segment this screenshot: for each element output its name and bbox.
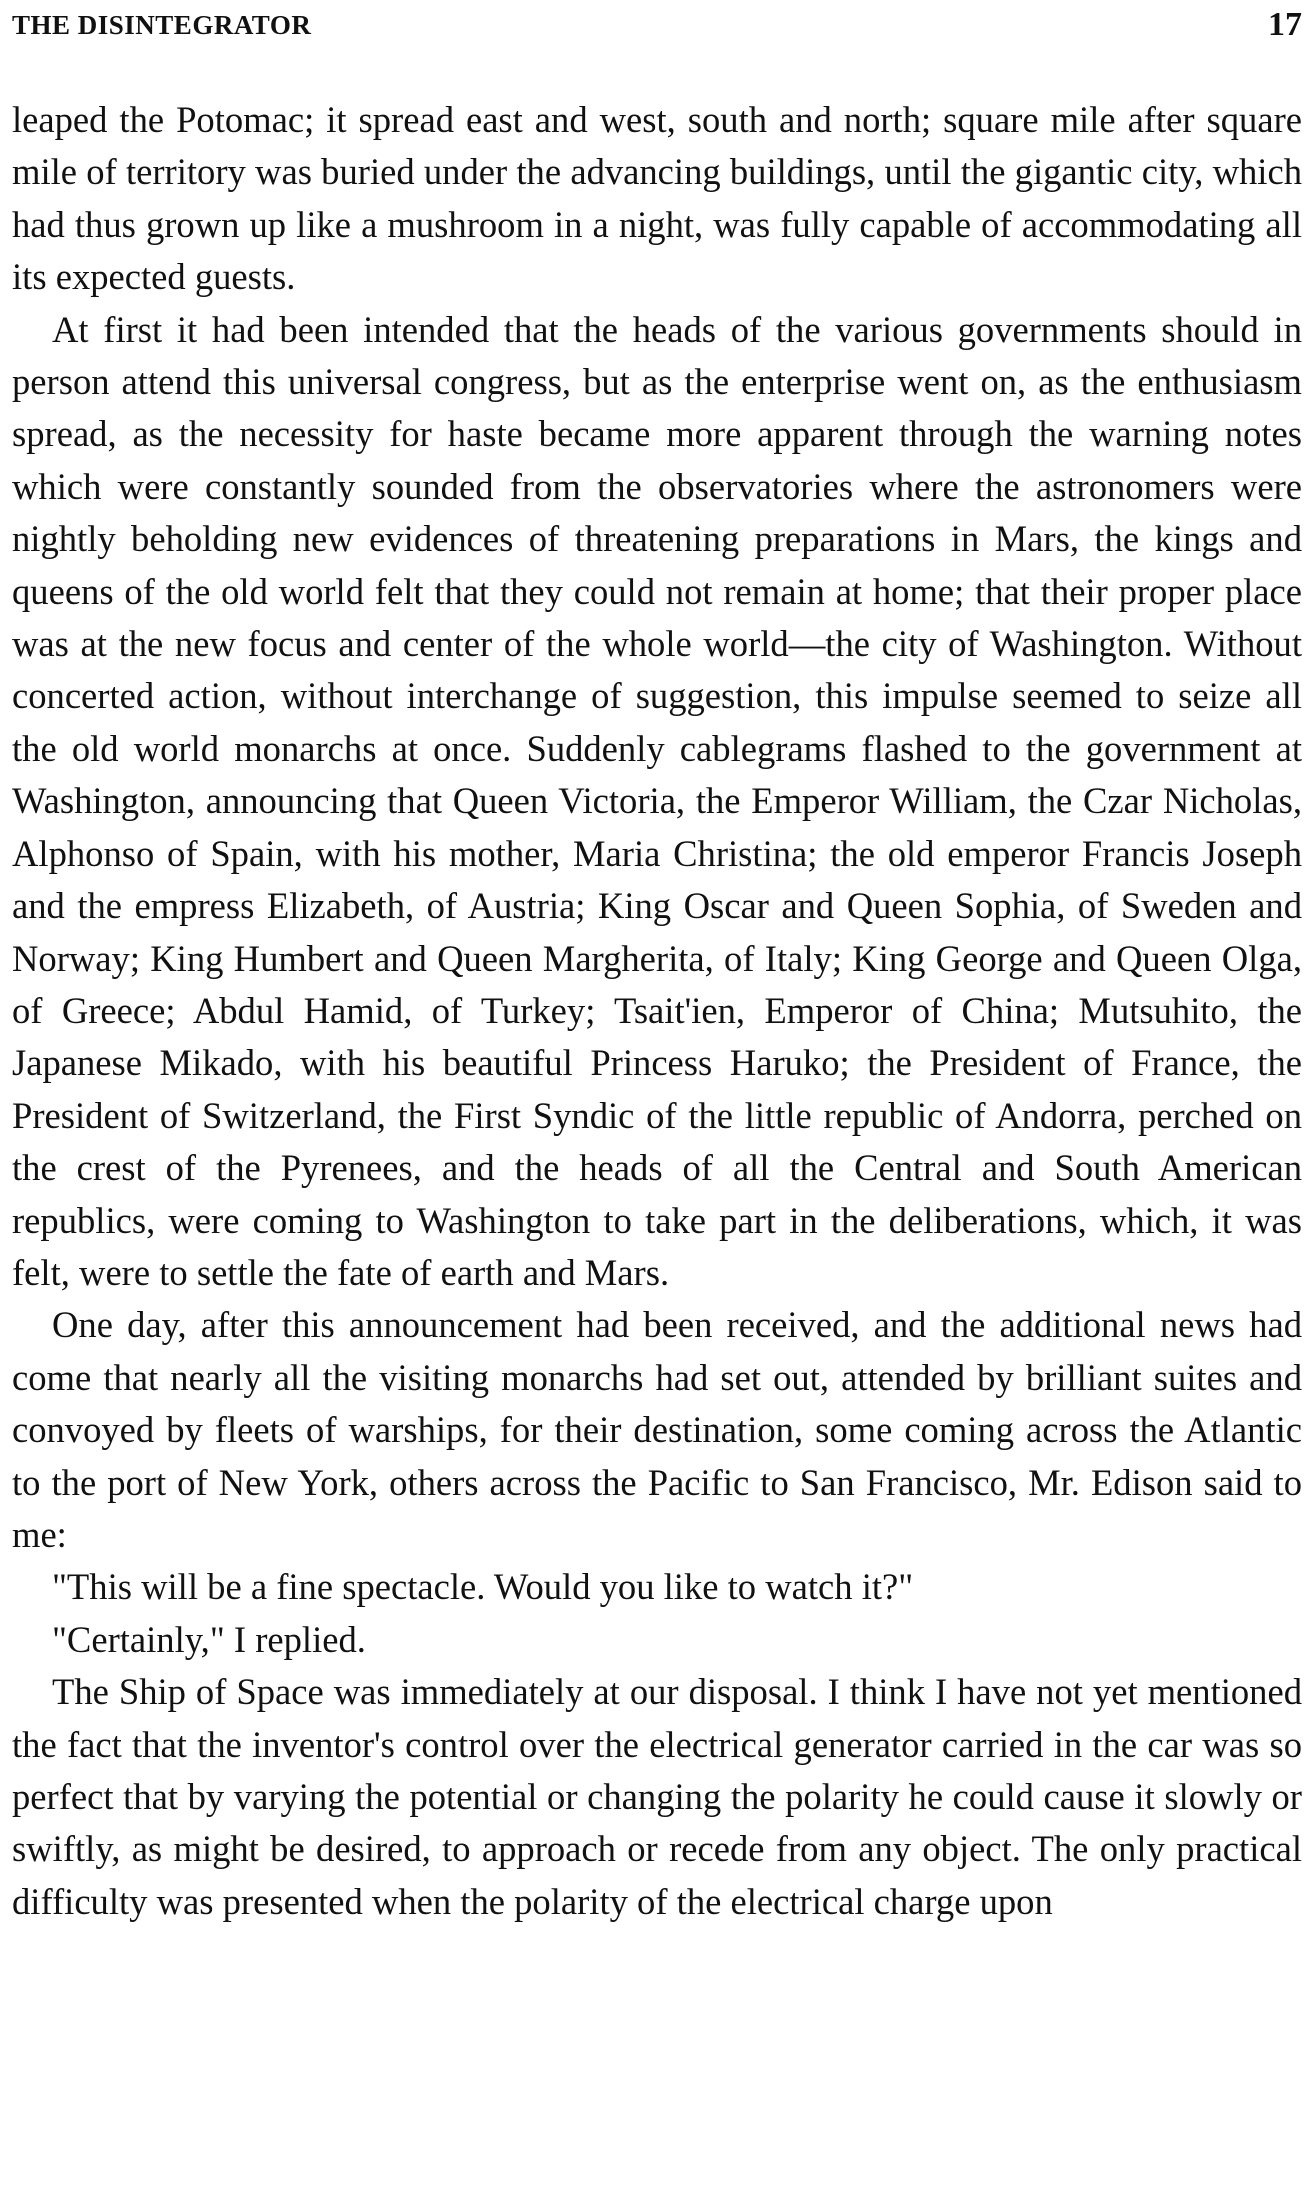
paragraph: One day, after this announcement had been received, and the additional news had come that nearly all the visiting monarchs had set out, attended by brilliant suites and convoyed by fleets of warships, for their destination, some coming across the Atlantic to the port of New York, others across the Pacific to San Francisco, Mr. Edison said to me: <box>12 1304 1302 1555</box>
paragraph: The Ship of Space was immediately at our disposal. I think I have not yet mentioned the fact that the inventor's control over the electrical generator carried in the car was so perfect that by varying the potential or changing the polarity he could cause it slowly or swiftly, as might be desired, to approach or recede from any object. The only practical difficulty was presented when the polarity of the electrical charge upon <box>12 1671 1302 1922</box>
book-page <box>12 0 1302 2200</box>
paragraph-dialogue: "This will be a fine spectacle. Would you like to watch it?" <box>52 1566 914 1608</box>
body-text <box>12 94 1302 1928</box>
paragraph-dialogue: "Certainly," I replied. <box>52 1618 366 1660</box>
paragraph: At first it had been intended that the heads of the various governments should in person attend this universal congress, but as the enterprise went on, as the enthusiasm spread, as the necessity for haste became more apparent through the warning notes which were constantly sounded from the observatories where the astronomers were nightly beholding new evidences of threatening preparations in Mars, the kings and queens of the old world felt that they could not remain at home; that their proper place was at the new focus and center of the whole world—the city of Washington. Without concerted action, without interchange of suggestion, this impulse seemed to seize all the old world monarchs at once. Suddenly cablegrams flashed to the government at Washington, announcing that Queen Victoria, the Emperor William, the Czar Nicholas, Alphonso of Spain, with his mother, Maria Christina; the old emperor Francis Joseph and the empress Elizabeth, of Austria; King Oscar and Queen Sophia, of Sweden and Norway; King Humbert and Queen Margherita, of Italy; King George and Queen Olga, of Greece; Abdul Hamid, of Turkey; Tsait'ien, Emperor of China; Mutsuhito, the Japanese Mikado, with his beautiful Princess Haruko; the President of France, the President of Switzerland, the First Syndic of the little republic of Andorra, perched on the crest of the Pyrenees, and the heads of all the Central and South American republics, were coming to Washington to take part in the deliberations, which, it was felt, were to settle the fate of earth and Mars. <box>12 308 1302 1293</box>
running-head <box>12 6 1302 46</box>
page-number: 17 <box>1268 6 1302 43</box>
paragraph-continued: leaped the Potomac; it spread east and west, south and north; square mile after square mile of territory was buried under the advancing buildings, until the gigantic city, which had thus grown up like a mushroom in a night, was fully capable of accommodating all its expected guests. <box>12 99 1302 298</box>
running-head-title: THE DISINTEGRATOR <box>12 10 312 40</box>
